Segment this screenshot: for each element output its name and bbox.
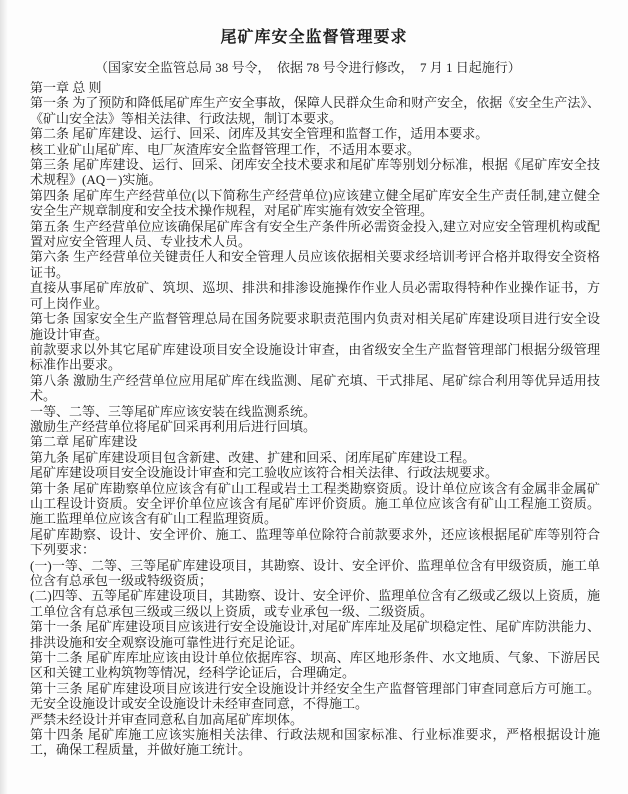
paragraph: 第十二条 尾矿库库址应该由设计单位依据库容、坝高、库区地形条件、水文地质、气象、下游居民区和关键工业构筑物等情况，经科学论证后，合理确定。 [30,650,600,681]
paragraph: 第五条 生产经营单位应该确保尾矿库含有安全生产条件所必需资金投入,建立对应安全管理机构或配置对应安全管理人员、专业技术人员。 [30,218,600,250]
paragraph: 第九条 尾矿库建设项目包含新建、改建、扩建和回采、闭库尾矿库建设工程。 [30,449,476,465]
paragraph: 前款要求以外其它尾矿库建设项目安全设施设计审查，由省级安全生产监督管理部门根据分级管理标准作出要求。 [30,341,600,373]
paragraph: 第二章 尾矿库建设 [30,434,138,450]
page-edge-shadow [0,0,8,794]
paragraph: 第七条 国家安全生产监督管理总局在国务院要求职责范围内负责对相关尾矿库建设项目进行安全设施设计审查。 [30,311,600,342]
paragraph: 一等、二等、三等尾矿库应该安装在线监测系统。 [30,403,317,419]
paragraph: 第一条 为了预防和降低尾矿库生产安全事故，保障人民群众生命和财产安全，依据《安全生产法》、《矿山安全法》等相关法律、行政法规，制订本要求。 [30,95,600,126]
paragraph: (二)四等、五等尾矿库建设项目，其勘察、设计、安全评价、监理单位含有乙级或乙级以上资质，施工单位含有总承包三级或三级以上资质，或专业承包一级、二级资质。 [30,588,600,619]
paragraph: 第一章 总 则 [30,80,102,95]
paragraph: 第十一条 尾矿库建设项目应该进行安全设施设计,对尾矿库库址及尾矿坝稳定性、尾矿库防洪能力、排洪设施和安全观察设施可靠性进行充足论证。 [30,619,600,650]
document-subtitle: （国家安全监管总局 38 号令， 依据 78 号令进行修改， 7 月 1 日起施行） [95,60,521,75]
paragraph: 尾矿库建设项目安全设施设计审查和完工验收应该符合相关法律、行政法规要求。 [30,465,499,481]
paragraph: 第十四条 尾矿库施工应该实施相关法律、行政法规和国家标准、行业标准要求，严格根据设计施工，确保工程质量，并做好施工统计。 [30,727,600,758]
paragraph: 激励生产经营单位将尾矿回采再利用后进行回填。 [30,418,317,434]
paragraph: 第十三条 尾矿库建设项目应该进行安全设施设计并经安全生产监督管理部门审查同意后方可施工。无安全设施设计或安全设施设计未经审查同意，不得施工。 [30,680,600,712]
paragraph: 第八条 激励生产经营单位应用尾矿库在线监测、尾矿充填、干式排尾、尾矿综合利用等优异适用技术。 [30,372,600,404]
paragraph: 第三条 尾矿库建设、运行、回采、闭库安全技术要求和尾矿库等别划分标准，根据《尾矿库安全技术规程》(AQ－)实施。 [30,157,600,188]
paragraph: 尾矿库勘察、设计、安全评价、施工、监理等单位除符合前款要求外，还应该根据尾矿库等别符合下列要求： [30,526,600,558]
paragraph: 第十条 尾矿库勘察单位应该含有矿山工程或岩土工程类勘察资质。设计单位应该含有金属非金属矿山工程设计资质。安全评价单位应该含有尾矿库评价资质。施工单位应该含有矿山工程施工资质。施工监理单位应该含有矿山工程监理资质。 [30,480,600,527]
paragraph: 第四条 尾矿库生产经营单位(以下简称生产经营单位)应该建立健全尾矿库安全生产责任制,建立健全安全生产规章制度和安全技术操作规程，对尾矿库实施有效安全管理。 [30,187,600,219]
paragraph: 核工业矿山尾矿库、电厂灰渣库安全监督管理工作，不适用本要求。 [30,141,421,157]
document-title: 尾矿库安全监督管理要求 [220,29,408,46]
document-body [30,80,600,758]
paragraph: 第二条 尾矿库建设、运行、回采、闭库及其安全管理和监督工作，适用本要求。 [30,126,489,142]
paragraph: 直接从事尾矿库放矿、筑坝、巡坝、排洪和排渗设施操作作业人员必需取得特种作业操作证书，方可上岗作业。 [30,280,600,311]
paragraph: 第六条 生产经营单位关键责任人和安全管理人员应该依据相关要求经培训考评合格并取得安全资格证书。 [30,249,600,280]
paragraph: 严禁未经设计并审查同意私自加高尾矿库坝体。 [30,711,304,727]
paragraph: (一)一等、二等、三等尾矿库建设项目，其勘察、设计、安全评价、监理单位含有甲级资质，施工单位含有总承包一级或特级资质； [30,557,600,588]
